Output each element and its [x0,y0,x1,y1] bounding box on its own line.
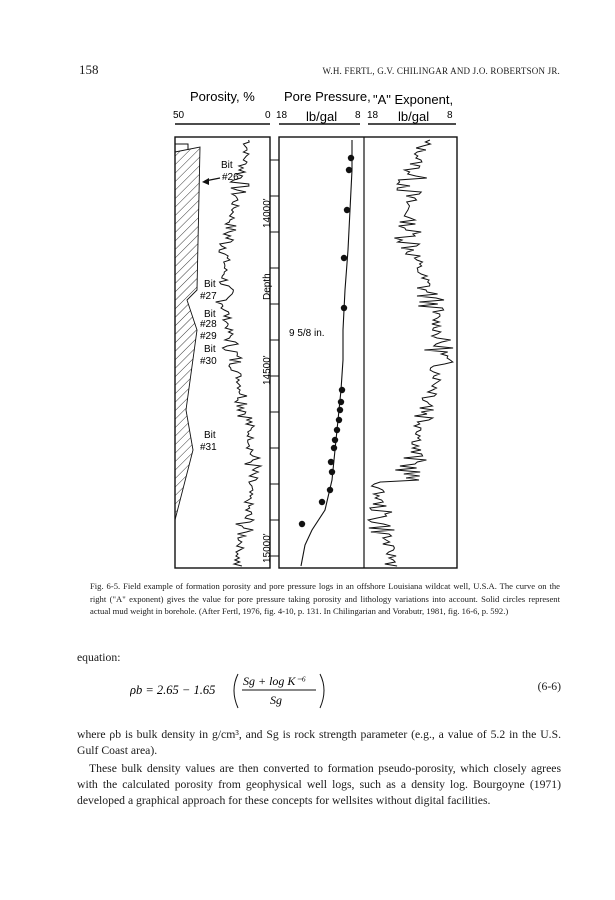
mud-weight-dot [334,427,340,433]
mud-weight-dot [344,207,350,213]
lithology-hatch [175,147,200,520]
paragraph-where: where ρb is bulk density in g/cm³, and Sg is rock strength parameter (e.g., a value of 5.2 in the U.S. Gulf Coast area). [77,728,561,757]
equation-6-6 [130,668,570,712]
mud-weight-dot [338,399,344,405]
mud-weight-points [299,155,354,527]
mud-weight-dot [337,407,343,413]
porosity-title: Porosity, % [190,89,255,104]
mud-weight-dot [328,459,334,465]
mud-weight-dot [339,387,345,393]
bit-27-label: Bit [204,279,216,290]
pressure-scale-right: 8 [355,110,361,121]
a-exponent-curve [368,140,453,566]
depth-14500: 14500' [262,355,273,385]
a-exp-unit: lb/gal [398,109,430,124]
depth-14000: 14000' [262,198,273,228]
pressure-track [279,137,457,568]
depth-label: Depth [262,273,273,300]
paragraph-bulk-density: These bulk density values are then converted to formation pseudo-porosity, which closely agrees with the calculated porosity from geophysical well logs, such as a density log. Bourgoyne (1971) developed a graphical approach for these concepts for wellsites without digital facilities. [77,762,561,807]
casing-label: 9 5/8 in. [289,328,325,339]
mud-weight-dot [341,305,347,311]
figure-caption: Fig. 6-5. Field example of formation porosity and pore pressure logs in an offshore Louisiana wildcat well, U.S.A. The curve on the right ("A" exponent) gives the value for pore pressure taking porosity and lithology variations into account. Solid circles represent actual mud weight in borehole. (After Fertl, 1976, fig. 4-10, p. 131. In Chilingarian and Vorabutr, 1981, fig. 16-6, p. 592.) [90,581,560,616]
mud-weight-dot [341,255,347,261]
pressure-scale-left: 18 [276,110,288,121]
bit-31-label: Bit [204,430,216,441]
a-exponent-title: "A" Exponent, [373,92,454,107]
mud-weight-dot [319,499,325,505]
bit-26-label: Bit [221,160,233,171]
a-exp-scale-left: 18 [367,110,379,121]
mud-weight-dot [348,155,354,161]
pore-pressure-title: Pore Pressure, [284,89,371,104]
bit-28-label: Bit [204,309,216,320]
running-head: W.H. FERTL, G.V. CHILINGAR AND J.O. ROBERTSON JR. [322,66,560,76]
bit-30-number: #30 [200,356,217,367]
mud-weight-dot [346,167,352,173]
mud-weight-dot [332,437,338,443]
equation-lhs: ρb = 2.65 − 1.65 [130,683,216,697]
mud-weight-dot [327,487,333,493]
pressure-unit: lb/gal [306,109,338,124]
pore-pressure-curve [301,140,352,566]
bit-30-label: Bit [204,344,216,355]
porosity-scale-right: 0 [265,110,271,121]
bit-31-number: #31 [200,442,217,453]
equation-numerator: Sg + log K⁻⁶ [243,674,306,688]
bit-29-number: #29 [200,331,217,342]
porosity-curve [216,140,261,566]
equation-denominator: Sg [270,693,282,707]
porosity-scale-left: 50 [173,110,185,121]
equation-number: (6-6) [537,680,561,693]
mud-weight-dot [336,417,342,423]
bit-26-number: #26 [222,172,239,183]
page-number: 158 [79,62,99,77]
mud-weight-dot [299,521,305,527]
a-exp-scale-right: 8 [447,110,453,121]
bit-27-number: #27 [200,291,217,302]
depth-15000: 15000' [262,533,273,563]
equation-intro: equation: [77,651,121,664]
mud-weight-dot [331,445,337,451]
mud-weight-dot [329,469,335,475]
bit-28-number: #28 [200,319,217,330]
